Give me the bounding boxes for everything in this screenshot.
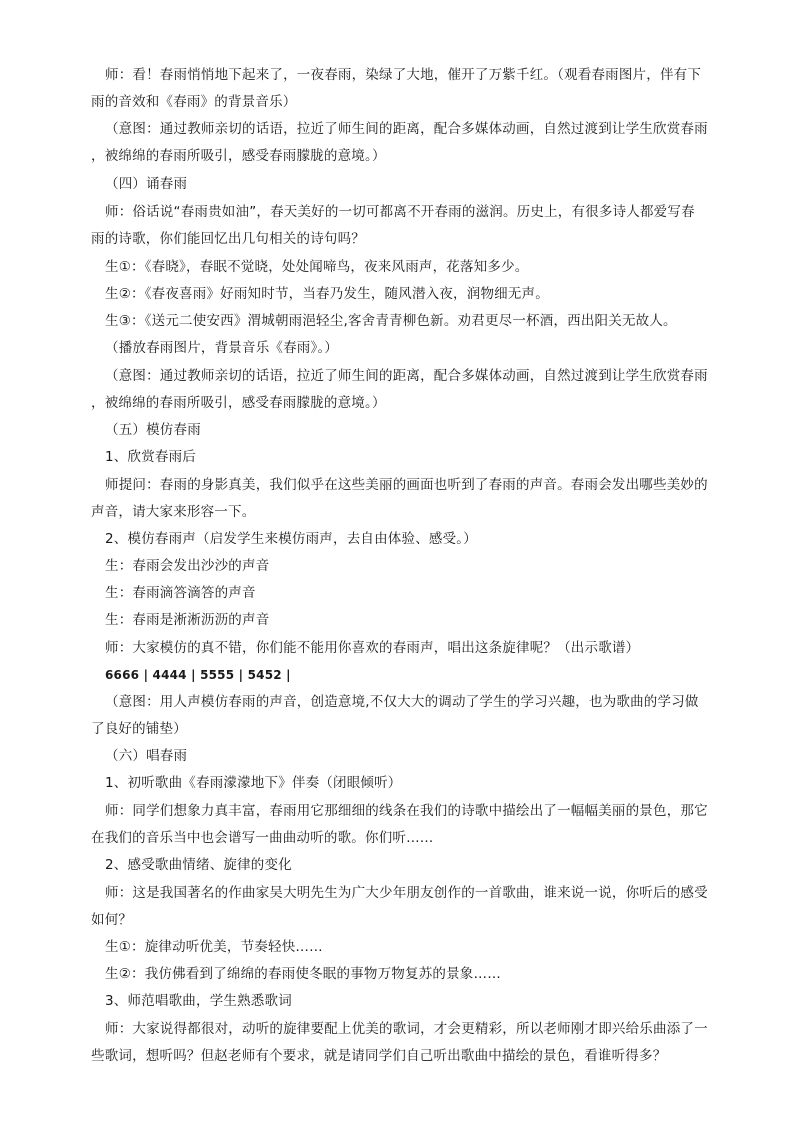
text-line: 雨的诗歌，你们能回忆出几句相关的诗句吗？: [91, 231, 365, 247]
text-line: 生：春雨会发出沙沙的声音: [105, 558, 270, 574]
text-line: 生①：《春晓》，春眠不觉晓，处处闻啼鸟，夜来风雨声，花落知多少。: [105, 259, 529, 275]
text-line: 师：大家模仿的真不错，你们能不能用你喜欢的春雨声，唱出这条旋律呢？（出示歌谱）: [105, 640, 640, 656]
section-heading: （六）唱春雨: [105, 748, 188, 764]
subsection-heading: 2、感受歌曲情绪、旋律的变化: [105, 857, 292, 873]
text-line: 雨的音效和《春雨》的背景音乐）: [91, 94, 297, 110]
text-line: 在我们的音乐当中也会谱写一曲曲动听的歌。你们听……: [91, 830, 434, 846]
text-line: （意图：通过教师亲切的话语，拉近了师生间的距离，配合多媒体动画，自然过渡到让学生欣赏春雨: [105, 121, 708, 137]
text-line: 生②：我仿佛看到了绵绵的春雨使冬眠的事物万物复苏的景象……: [105, 966, 501, 982]
text-line: 师：同学们想象力真丰富，春雨用它那细细的线条在我们的诗歌中描绘出了一幅幅美丽的景色，那它: [105, 803, 708, 819]
text-line: （意图：通过教师亲切的话语，拉近了师生间的距离，配合多媒体动画，自然过渡到让学生欣赏春雨: [105, 368, 708, 384]
section-heading: （五）模仿春雨: [105, 422, 201, 438]
text-line: 生②：《春夜喜雨》好雨知时节，当春乃发生，随风潜入夜，润物细无声。: [105, 286, 549, 302]
text-line: 生：春雨滴答滴答的声音: [105, 585, 256, 601]
subsection-heading: 1、欣赏春雨后: [105, 449, 196, 465]
text-line: ，被绵绵的春雨所吸引，感受春雨朦胧的意境。）: [91, 395, 386, 411]
text-line: 师：看！春雨悄悄地下起来了，一夜春雨，染绿了大地，催开了万紫千红。（观看春雨图片，伴有下: [105, 67, 702, 83]
section-heading: （四）诵春雨: [105, 176, 188, 192]
text-line: 师：俗话说“春雨贵如油”，春天美好的一切可都离不开春雨的滋润。历史上，有很多诗人都爱写春: [105, 204, 695, 220]
text-line: 师：这是我国著名的作曲家吴大明先生为广大少年朋友创作的一首歌曲，谁来说一说，你听后的感受: [105, 885, 708, 901]
text-line: 师：大家说得都很对，动听的旋律要配上优美的歌词，才会更精彩，所以老师刚才即兴给乐曲添了一: [105, 1021, 708, 1037]
text-line: （播放春雨图片，背景音乐《春雨》。）: [105, 340, 339, 356]
subsection-heading: 1、初听歌曲《春雨濛濛地下》伴奏（闭眼倾听）: [105, 775, 402, 791]
text-line: 了良好的铺垫）: [91, 721, 187, 737]
text-line: 生③：《送元二使安西》渭城朝雨浥轻尘,客舍青青柳色新。劝君更尽一杯酒，西出阳关无故人。: [105, 313, 677, 329]
text-line: ，被绵绵的春雨所吸引，感受春雨朦胧的意境。）: [91, 148, 386, 164]
text-line: 生①：旋律动听优美，节奏轻快……: [105, 939, 323, 955]
text-line: 师提问：春雨的身影真美，我们似乎在这些美丽的画面也听到了春雨的声音。春雨会发出哪些美妙的: [105, 477, 708, 493]
notation-line: 6666 | 4444 | 5555 | 5452 |: [105, 668, 291, 682]
text-line: 声音，请大家来形容一下。: [91, 504, 256, 520]
text-line: 如何？: [91, 912, 133, 928]
subsection-heading: 3、师范唱歌曲，学生熟悉歌词: [105, 993, 292, 1009]
subsection-heading: 2、模仿春雨声（启发学生来模仿雨声，去自由体验、感受。）: [105, 531, 477, 547]
text-line: 些歌词，想听吗？但赵老师有个要求，就是请同学们自己听出歌曲中描绘的景色，看谁听得多？: [91, 1048, 667, 1064]
text-line: 生：春雨是淅淅沥沥的声音: [105, 612, 270, 628]
text-line: （意图：用人声模仿春雨的声音，创造意境,不仅大大的调动了学生的学习兴趣，也为歌曲的学习做: [105, 694, 699, 710]
